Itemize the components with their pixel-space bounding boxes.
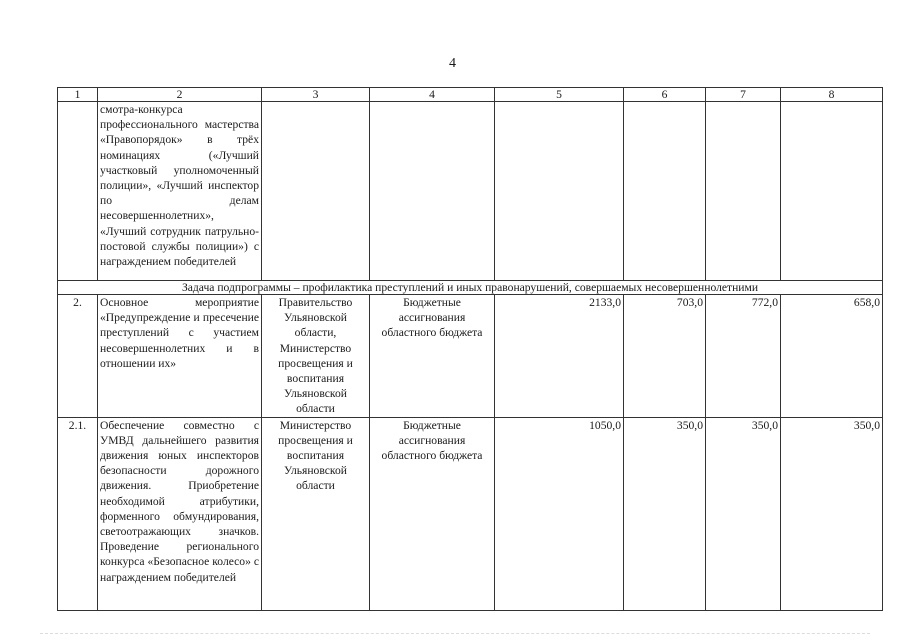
cell-year-3	[781, 102, 883, 281]
table-header-row	[58, 88, 883, 102]
task-heading: Задача подпрограммы – профилактика преступлений и иных правонарушений, совершаемых несовершеннолетними	[58, 281, 883, 295]
cell-total	[495, 102, 624, 281]
header-col-2: 2	[98, 88, 262, 102]
cell-description: Обеспечение совместно с УМВД дальнейшего развития движения юных инспекторов безопасности дорожного движения. Приобретение необходимой атрибутики, форменного обмундирования, светоотражающих значков. Проведение регионального конкурса «Безопасное колесо» с награждением победителей	[98, 417, 262, 610]
cell-year-1: 703,0	[624, 295, 706, 418]
cell-executor: Правительство Ульяновской области, Министерство просвещения и воспитания Ульяновской области	[262, 295, 370, 418]
header-col-8: 8	[781, 88, 883, 102]
cell-description: Основное мероприятие «Предупреждение и пресечение преступлений с участием несовершеннолетних и в отношении их»	[98, 295, 262, 418]
cell-source	[370, 102, 495, 281]
cell-source: Бюджетные ассигнования областного бюджета	[370, 295, 495, 418]
cell-year-1: 350,0	[624, 417, 706, 610]
cell-index: 2.1.	[58, 417, 98, 610]
cell-executor	[262, 102, 370, 281]
table-row	[58, 295, 883, 418]
cell-index: 2.	[58, 295, 98, 418]
scan-artifact-line	[40, 631, 870, 634]
cell-year-2: 772,0	[706, 295, 781, 418]
cell-source: Бюджетные ассигнования областного бюджета	[370, 417, 495, 610]
header-col-7: 7	[706, 88, 781, 102]
table-row-continued	[58, 102, 883, 281]
table-row	[58, 417, 883, 610]
cell-total: 2133,0	[495, 295, 624, 418]
header-col-4: 4	[370, 88, 495, 102]
program-table	[57, 87, 883, 611]
header-col-1: 1	[58, 88, 98, 102]
header-col-5: 5	[495, 88, 624, 102]
cell-index	[58, 102, 98, 281]
cell-year-3: 350,0	[781, 417, 883, 610]
cell-total: 1050,0	[495, 417, 624, 610]
cell-year-3: 658,0	[781, 295, 883, 418]
table-row-task	[58, 281, 883, 295]
cell-year-1	[624, 102, 706, 281]
cell-executor: Министерство просвещения и воспитания Ульяновской области	[262, 417, 370, 610]
header-col-6: 6	[624, 88, 706, 102]
header-col-3: 3	[262, 88, 370, 102]
cell-year-2	[706, 102, 781, 281]
cell-year-2: 350,0	[706, 417, 781, 610]
cell-description: смотра-конкурса профессионального мастерства «Правопорядок» в трёх номинациях («Лучший участковый уполномоченный полиции», «Лучший инспектор по делам несовершеннолетних», «Лучший сотрудник патрульно-постовой службы полиции») с награждением победителей	[98, 102, 262, 281]
page-number: 4	[449, 56, 456, 71]
